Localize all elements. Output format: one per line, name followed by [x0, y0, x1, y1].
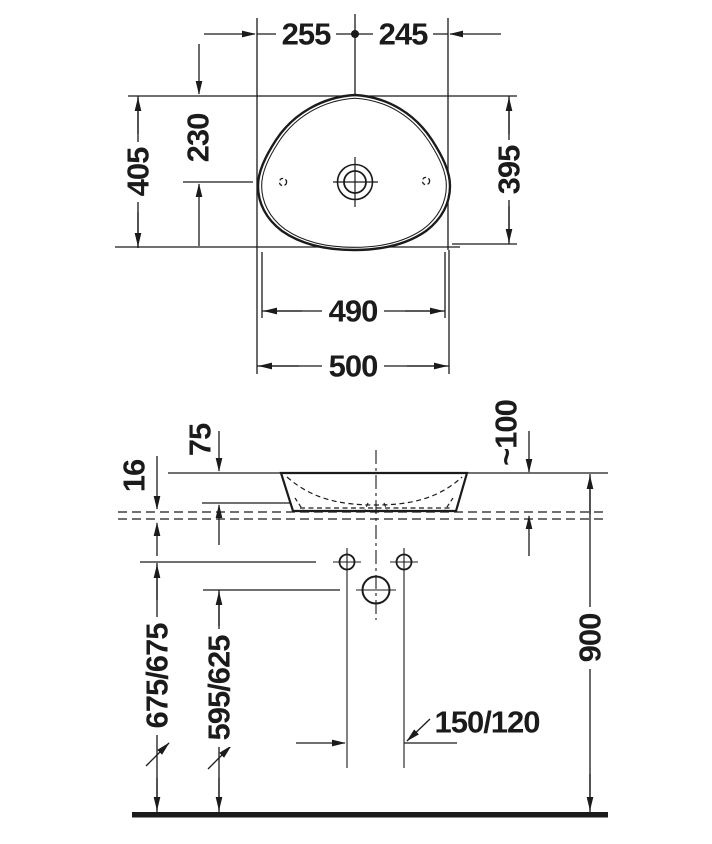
dimension-490: [262, 294, 445, 329]
dimension-395: [492, 96, 527, 244]
basin-top-outline: [258, 95, 450, 250]
dim-label-490: 490: [328, 293, 378, 329]
dimension-255-245: [204, 17, 501, 52]
dimension-405: [121, 96, 156, 248]
dim-label-500: 500: [328, 348, 378, 384]
dimension-75: [183, 423, 220, 545]
dim-label-405: 405: [120, 147, 156, 197]
dim-label-675: 675/675: [139, 623, 175, 729]
dim-label-255: 255: [281, 16, 331, 52]
dimension-150: [296, 705, 540, 744]
dim-label-16: 16: [116, 459, 152, 493]
dimension-595: [202, 590, 237, 812]
dim-label-230: 230: [180, 113, 216, 163]
fixing-hole-left: [333, 548, 361, 768]
dim-label-75: 75: [182, 423, 218, 457]
dimension-900: [573, 474, 608, 812]
dimension-16: [117, 456, 158, 556]
top-view: [115, 14, 527, 384]
dimension-100: [489, 400, 530, 556]
side-view: [117, 400, 609, 817]
dimension-500: [257, 349, 449, 384]
dim-label-595: 595/625: [201, 635, 237, 741]
floor-line: [132, 812, 608, 818]
dim-label-395: 395: [491, 145, 527, 195]
dim-label-150: 150/120: [434, 704, 540, 740]
countertop-dashed-lines: [118, 512, 607, 519]
dimension-675: [140, 563, 175, 812]
dim-label-245: 245: [378, 16, 428, 52]
dim-label-900: 900: [572, 613, 608, 663]
dim-label-100: ~100: [488, 400, 524, 466]
dimension-230: [181, 44, 216, 246]
